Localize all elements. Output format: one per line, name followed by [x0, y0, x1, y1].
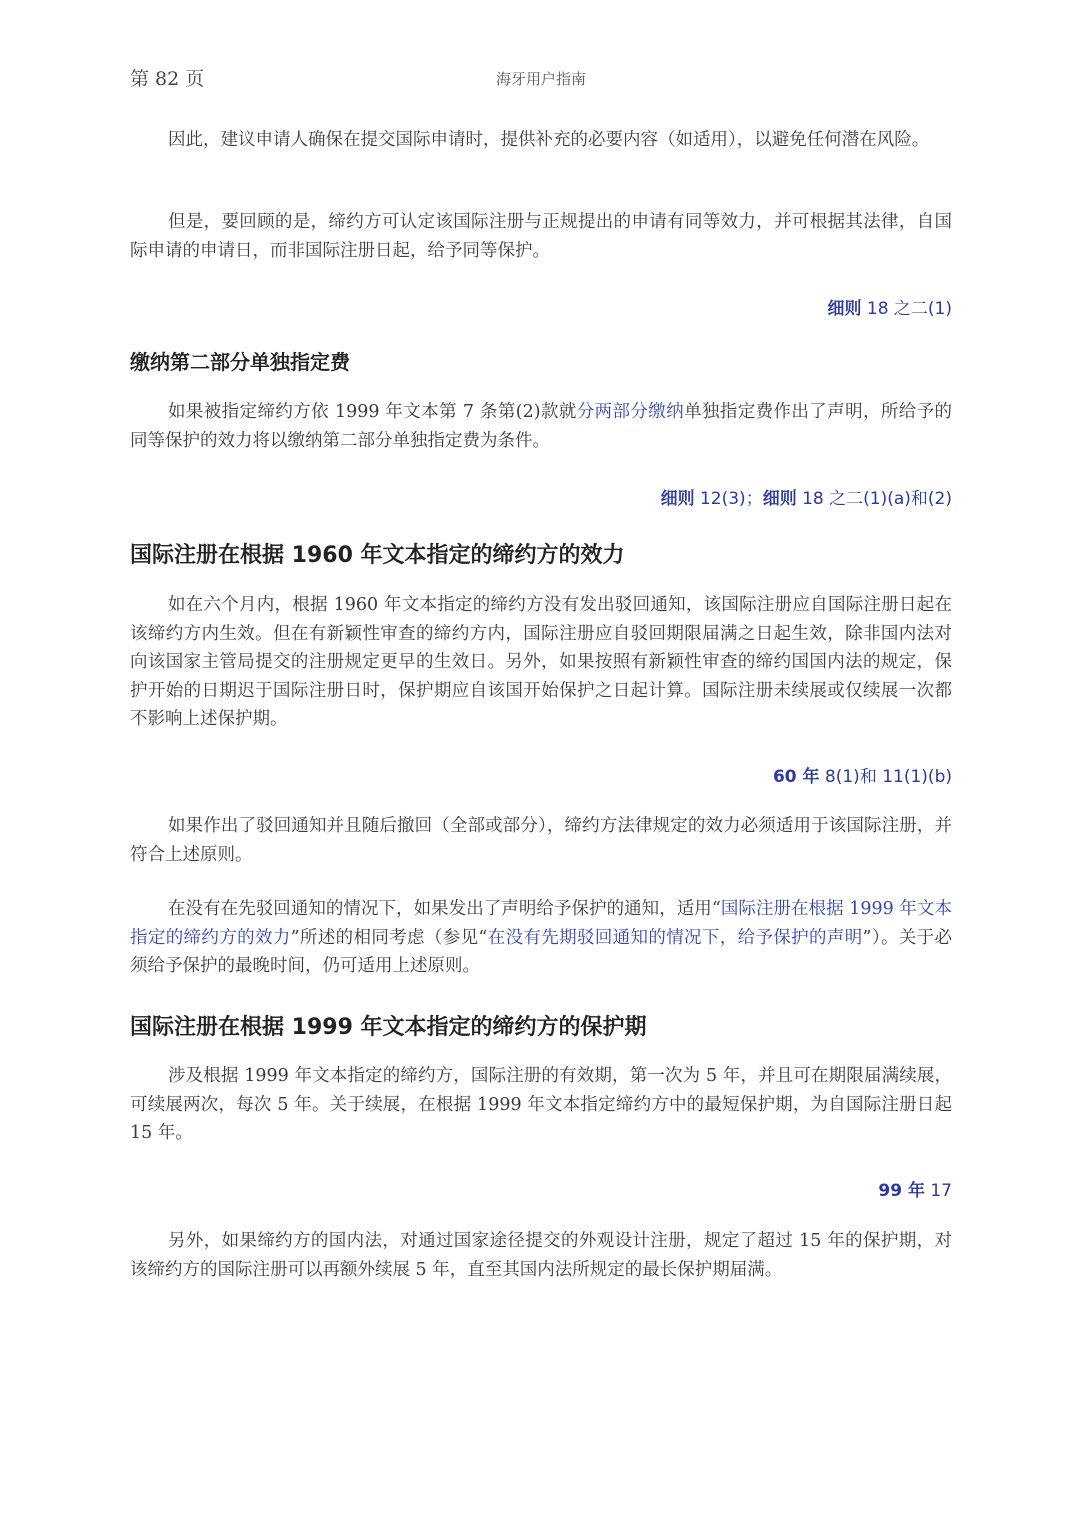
paragraph-2: 但是，要回顾的是，缔约方可认定该国际注册与正规提出的申请有同等效力，并可根据其法律，自国际申请的申请日，而非国际注册日起，给予同等保护。 [130, 212, 952, 261]
link-two-part-payment[interactable]: 分两部分缴纳 [576, 402, 685, 422]
paragraph-6-text-before: 在没有在先驳回通知的情况下，如果发出了声明给予保护的通知，适用“ [168, 899, 721, 919]
link-statement-of-grant[interactable]: 在没有先期驳回通知的情况下，给予保护的声明 [487, 927, 863, 948]
rule-reference-label: 细则 [762, 489, 797, 509]
rule-reference-label: 细则 [827, 299, 862, 319]
rule-reference-label: 60 年 [772, 767, 820, 787]
page-number: 第 82 页 [130, 68, 205, 90]
paragraph-1: 因此，建议申请人确保在提交国际申请时，提供补充的必要内容（如适用），以避免任何潜在风险。 [168, 130, 930, 150]
rule-reference-text: 12(3)； [694, 489, 763, 509]
rule-reference-1[interactable] [827, 294, 952, 319]
paragraph-6-text-middle: ”所述的相同考虑（参见“ [290, 927, 488, 948]
running-title: 海牙用户指南 [495, 70, 586, 88]
paragraph-6 [130, 895, 952, 981]
paragraph-7: 涉及根据 1999 年文本指定的缔约方，国际注册的有效期，第一次为 5 年，并且可在期限届满续展，可续展两次，每次 5 年。关于续展，在根据 1999 年文本指定缔约方中的最短保护期，为自国际注册日起 15 年。 [130, 1066, 952, 1143]
paragraph-4: 如在六个月内，根据 1960 年文本指定的缔约方没有发出驳回通知，该国际注册应自国际注册日起在该缔约方内生效。但在有新颖性审查的缔约方内，国际注册应自驳回期限届满之日起生效，除非国内法对向该国家主管局提交的注册规定更早的生效日。另外，如果按照有新颖性审查的缔约国国内法的规定，保护开始的日期迟于国际注册日时，保护期应自该国开始保护之日起计算。国际注册未续展或仅续展一次都不影响上述保护期。 [130, 595, 952, 729]
rule-reference-text: 17 [924, 1181, 952, 1201]
paragraph-3-text-before: 如果被指定缔约方依 1999 年文本第 7 条第(2)款就 [168, 402, 577, 422]
paragraph-3-text-after: 单独指定费作出了声明，所给予的同等保护的效力将以缴纳第二部分单独指定费为条件。 [130, 402, 953, 451]
rule-reference-4[interactable] [878, 1176, 952, 1201]
section-heading-1960-effect: 国际注册在根据 1960 年文本指定的缔约方的效力 [130, 543, 625, 568]
page-header [130, 64, 952, 94]
rule-reference-3[interactable] [773, 762, 952, 787]
link-effect-1999[interactable]: 国际注册在根据 1999 年文本指定的缔约方的效力 [130, 899, 952, 948]
section-heading-second-part-fee: 缴纳第二部分单独指定费 [130, 350, 350, 374]
paragraph-5: 如果作出了驳回通知并且随后撤回（全部或部分），缔约方法律规定的效力必须适用于该国际注册，并符合上述原则。 [130, 816, 952, 865]
paragraph-6-text-after: ”）。关于必须给予保护的最晚时间，仍可适用上述原则。 [130, 927, 952, 976]
rule-reference-text: 18 之二(1)(a)和(2) [796, 489, 952, 509]
rule-reference-text: 18 之二(1) [861, 299, 952, 319]
paragraph-8: 另外，如果缔约方的国内法，对通过国家途径提交的外观设计注册，规定了超过 15 年的保护期，对该缔约方的国际注册可以再额外续展 5 年，直至其国内法所规定的最长保护期届满。 [130, 1231, 952, 1280]
rule-reference-text: 8(1)和 11(1)(b) [819, 767, 952, 787]
paragraph-3 [130, 398, 952, 455]
rule-reference-label: 细则 [660, 489, 695, 509]
rule-reference-2[interactable] [661, 484, 952, 509]
rule-reference-label: 99 年 [878, 1181, 925, 1201]
section-heading-1999-protection-period: 国际注册在根据 1999 年文本指定的缔约方的保护期 [130, 1015, 647, 1040]
